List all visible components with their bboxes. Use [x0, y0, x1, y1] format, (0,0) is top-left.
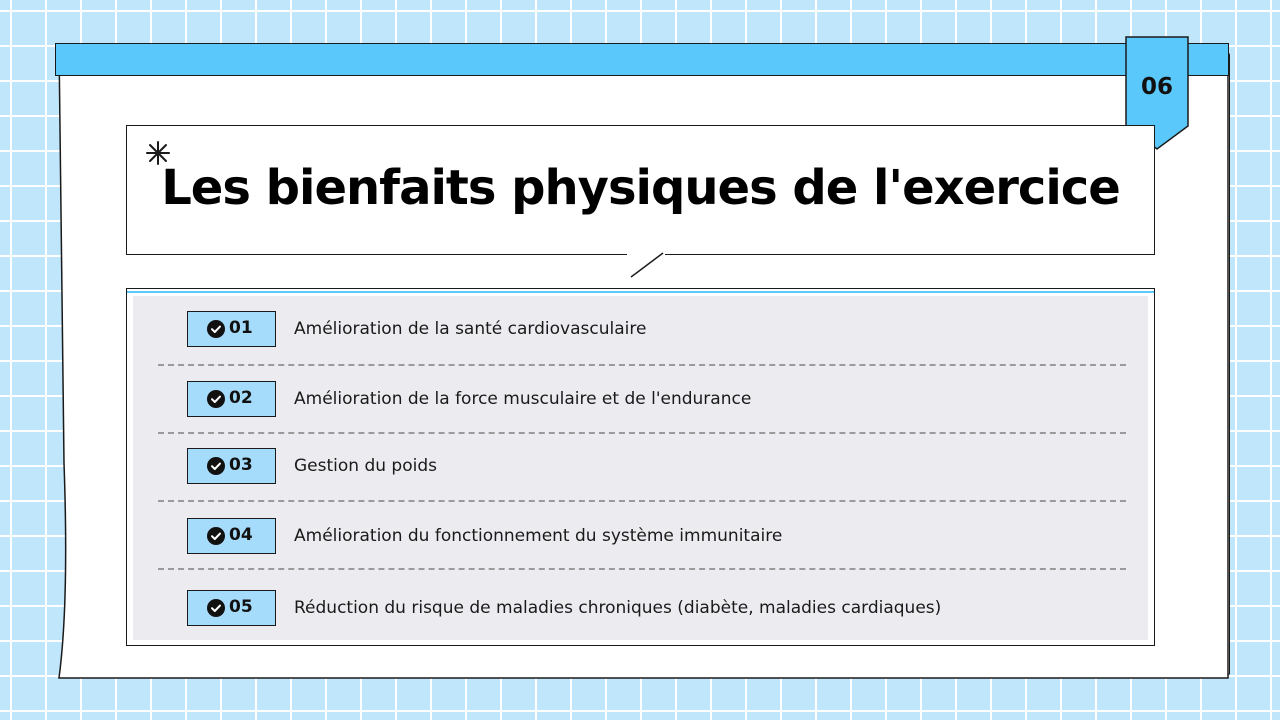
- list-item-label: Gestion du poids: [294, 456, 437, 476]
- item-badge: [187, 448, 276, 484]
- item-badge: [187, 518, 276, 554]
- item-badge: [187, 311, 276, 347]
- item-badge: [187, 590, 276, 626]
- list-item-label: Amélioration de la force musculaire et de l'endurance: [294, 389, 752, 409]
- panel-background: [133, 296, 1148, 640]
- check-circle-icon: [207, 527, 225, 545]
- page-number: 06: [1140, 74, 1173, 100]
- list-item-label: Amélioration du fonctionnement du système immunitaire: [294, 526, 783, 546]
- page-title: Les bienfaits physiques de l'exercice: [161, 160, 1120, 216]
- check-circle-icon: [207, 599, 225, 617]
- item-number: 04: [229, 525, 253, 545]
- item-number: 03: [229, 455, 253, 475]
- item-badge: [187, 381, 276, 417]
- check-circle-icon: [207, 457, 225, 475]
- list-item-label: Réduction du risque de maladies chroniques (diabète, maladies cardiaques): [294, 598, 942, 618]
- dashed-divider: [158, 364, 1126, 366]
- benefits-list-panel: [126, 288, 1155, 646]
- item-number: 05: [229, 597, 253, 617]
- panel-accent-line: [127, 291, 1154, 293]
- item-number: 01: [229, 318, 253, 338]
- list-item-label: Amélioration de la santé cardiovasculaire: [294, 319, 647, 339]
- dashed-divider: [158, 500, 1126, 502]
- item-number: 02: [229, 388, 253, 408]
- title-box-tail: [620, 252, 670, 282]
- check-circle-icon: [207, 390, 225, 408]
- dashed-divider: [158, 568, 1126, 570]
- dashed-divider: [158, 432, 1126, 434]
- check-circle-icon: [207, 320, 225, 338]
- header-bar: [55, 43, 1229, 76]
